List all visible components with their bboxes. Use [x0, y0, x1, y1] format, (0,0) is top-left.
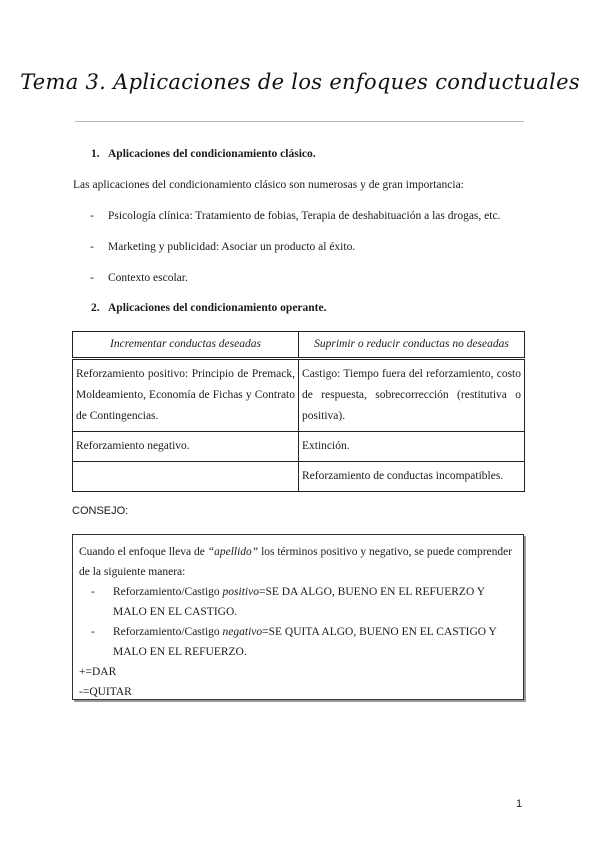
consejo-intro — [79, 542, 517, 582]
list-item-text: Marketing y publicidad: Asociar un producto al éxito. — [108, 241, 356, 253]
list-item — [90, 210, 500, 222]
section-2-heading — [91, 302, 327, 314]
section-1-intro: Las aplicaciones del condicionamiento clásico son numerosas y de gran importancia: — [73, 179, 464, 191]
title-divider — [75, 121, 524, 122]
table-header-increase: Incrementar conductas deseadas — [73, 332, 299, 359]
bullet-dash: - — [91, 586, 95, 598]
table-row — [73, 462, 525, 492]
bullet-dash: - — [90, 241, 94, 253]
page-number: 1 — [516, 798, 523, 810]
bullet-dash: - — [90, 210, 94, 222]
section-1-heading — [91, 148, 316, 160]
consejo-item-positive — [79, 582, 517, 622]
table-row — [73, 432, 525, 462]
consejo-item-text: Reforzamiento/Castigo — [113, 626, 223, 638]
consejo-box — [72, 534, 524, 700]
section-1-title: Aplicaciones del condicionamiento clásico. — [108, 148, 316, 160]
consejo-intro-text: los términos positivo y negativo, se puede comprender de la siguiente manera: — [79, 546, 513, 578]
list-item-text: Psicología clínica: Tratamiento de fobias, Terapia de deshabituación a las drogas, etc. — [108, 210, 501, 222]
table-cell: Castigo: Tiempo fuera del reforzamiento, costo de respuesta, sobrecorrección (restitutiva o positiva). — [299, 359, 525, 432]
consejo-intro-text: Cuando el enfoque lleva de — [79, 546, 208, 558]
table-header-row — [73, 332, 525, 359]
consejo-item-text: =SE QUITA ALGO, BUENO EN EL CASTIGO Y MALO EN EL REFUERZO. — [113, 626, 497, 658]
list-item — [90, 272, 188, 284]
table-header-suppress: Suprimir o reducir conductas no deseadas — [299, 332, 525, 359]
table-cell: Extinción. — [299, 432, 525, 462]
consejo-item-text: Reforzamiento/Castigo — [113, 586, 223, 598]
list-item-text: Contexto escolar. — [108, 272, 188, 284]
bullet-dash: - — [91, 626, 95, 638]
consejo-minus-line: -=QUITAR — [79, 686, 132, 698]
section-1-number: 1. — [91, 148, 100, 160]
consejo-intro-emphasis: “apellido” — [207, 546, 259, 558]
section-2-number: 2. — [91, 302, 100, 314]
consejo-item-text: =SE DA ALGO, BUENO EN EL REFUERZO Y MALO EN EL CASTIGO. — [113, 586, 485, 618]
consejo-item-emphasis: positivo — [222, 586, 259, 598]
list-item — [90, 241, 355, 253]
consejo-item-negative — [79, 622, 517, 662]
consejo-plus-line: +=DAR — [79, 666, 117, 678]
table-cell: Reforzamiento de conductas incompatibles. — [299, 462, 525, 492]
consejo-item-emphasis: negativo — [222, 626, 263, 638]
section-2-title: Aplicaciones del condicionamiento operante. — [108, 302, 327, 314]
table-row — [73, 359, 525, 432]
table-cell: Reforzamiento negativo. — [73, 432, 299, 462]
page-title: Tema 3. Aplicaciones de los enfoques conductuales — [20, 70, 580, 94]
table-cell: Reforzamiento positivo: Principio de Premack, Moldeamiento, Economía de Fichas y Contrato de Contingencias. — [73, 359, 299, 432]
table-cell — [73, 462, 299, 492]
consejo-label: CONSEJO: — [72, 505, 129, 517]
bullet-dash: - — [90, 272, 94, 284]
operant-conditioning-table — [72, 331, 525, 492]
